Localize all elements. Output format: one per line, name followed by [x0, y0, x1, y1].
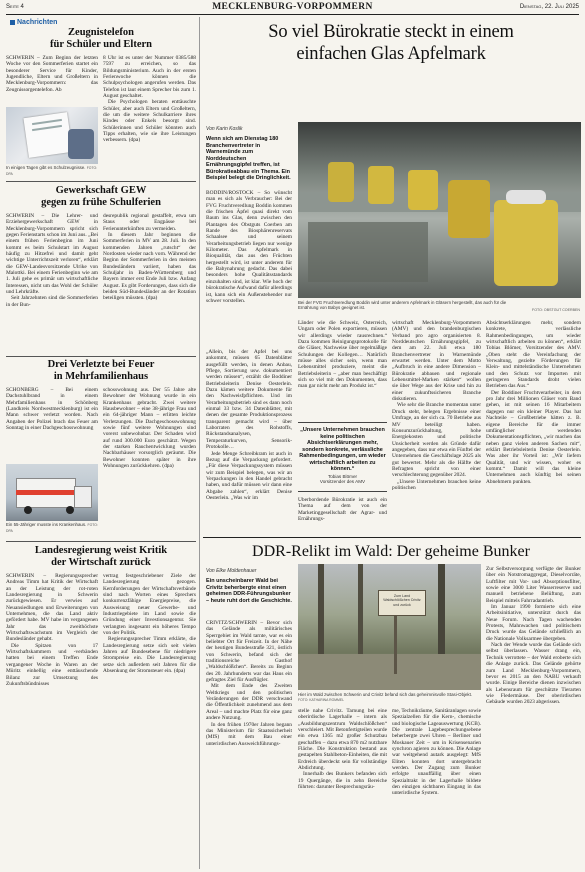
bunker-col1: CRIVITZ/SCHWERIN – Bevor sich das Gelände als militärisches Sperrgebiet im Wald tarnte, war es ein beliebter Ort für Freizeit. In der Nähe der heutigen Bundesstraße 321, östlich von Schwerin, befand sich der traditionsreiche Gasthof „Waldschlößchen“. Bereits zu Beginn des 20. Jahrhunderts war das Haus ein gefragtes Ziel für Ausflügler. Mit dem Ende des Zweiten Weltkriegs und den politischen Veränderungen der DDR verschwand die Öffentlichkeit zunehmend aus dem Areal – und machte Platz für eine ganz andere Nutzung. In den frühen 1970er Jahren begann das Ministerium für Staatssicherheit (MfS) mit dem Bau einer unterirdischen Ausweichführungs- [206, 620, 292, 747]
divider [6, 356, 196, 357]
main-col4: wirtschaft Mecklenburg-Vorpommern (AMV) und den brandenburgischen Verband pro agro organisierten 8. Norddeutschen Ernährungsgipfel, zu dem am 22. Juli etwa 180 Branchenvertreter in Warnemünde erwartet werden. Unter dem Motto „Aufbruch in eine andere Dimension – Bürokratie abbauen und regionale Lebensmittel-Marken stärken“ wollen sie über Wege aus der Krise und hin zu einer zukunftssicheren Branche diskutieren. Wie sehr die Branche momentan unter Druck steht, belegen Ergebnisse einer Umfrage, an der sich ca. 70 Betriebe aus MV beteiligt haben. Konsumzurückhaltung, hohe Energiekosten und politische Unsicherheit werden als Gründe dafür angegeben, dass nur etwa ein Fünftel der Unternehmen die Geschäftslage 2025 als gut bewertet. Mehr als die Hälfte der Befragten spricht von einer verschlechterung gegenüber 2024. „Unsere Unternehmen brauchen keine politischen [392, 320, 481, 491]
main-col3b: Überbordende Bürokratie ist auch ein Thema auf dem von der Marketinggesellschaft der Agrar- und Ernährungs- [298, 497, 387, 523]
main-headline: So viel Bürokratie steckt in einem einfachen Glas Apfelmark [268, 22, 514, 64]
main-author: Von Karin Koslik [206, 126, 243, 132]
pull-quote: „Unsere Unternehmen brauchen keine politischen Absichtserklärungen mehr, sondern konkrete, verlässliche Rahmenbedingungen, um wieder wirtschaftlich arbeiten zu können.“ Tobias Blömer Vorsitzender des AMV [298, 422, 387, 492]
issue-date: Dienstag, 22. Juli 2025 [519, 4, 579, 10]
photo-caption-bunker: Hier im Wald zwischen Schwerin und Crivitz befand sich das geheimnisvolle Stasi-Objekt. FOTO: KATHARINA ROMMEL [298, 692, 473, 703]
photo-caption-main: Bei der FVG Fruchtveredlung Boddin wird unter anderem Apfelmark in Gläsern hergestellt, das auch für die Ernährung von Babys geeignet ist. [298, 300, 507, 311]
article-regierung-col1: SCHWERIN – Regierungssprecher Andreas Timm hat Kritik der Wirtschaft an der Leistung der rot-roten Landesregierung in Schwerin zurückgewiesen. Er verwies auf Neuansiedlungen und Erweiterungen von Unternehmen, die das Land aktiv gefördert habe. MV habe im vergangenen Jahr das zweithöchste Wirtschaftswachstum im Vergleich der Bundesländer gehabt. Die Spitzen von 17 Wirtschaftskammern und -verbänden hatten bei einem Treffen Ende vergangener Woche in Waren an der Müritz einhellig eine enttäuschende Bilanz zur Umsetzung des Zukunftsbündnisses [6, 573, 98, 687]
headline-gew: Gewerkschaft GEW gegen zu frühe Schulferien [41, 185, 161, 208]
header-rule [6, 14, 579, 15]
bunker-col4: Zur Selbstversorgung verfügte der Bunker über ein Notstromaggregat, Dieselvorräte, Luftfilter mit Vor- und Absorptionsfilter, sowie eine 3000 Liter Wasserreserve und manuell betriebene Belüftung, zum Beispiel mittels Fahrradantrieb. Im Januar 1990 formierte sich eine Arbeitsinitiative, unterstützt durch das Neue Forum. Nach Tagen wachenden Protests, Mahnwachen und politischem Druck wurde das Gelände schließlich an die Nationale Volksarmee übergeben. Nach der Wende wurde das Gelände sich selbst überlassen. Wasser drang ein, Technik verrottete – der Wald eroberte sich die Anlage zurück. Das Gelände gehörte zum Land Mecklenburg-Vorpommern, bevor es 2015 an den NABU verkauft wurde. Einige Bereiche dienen inzwischen als Lebensraum für geschützte Tierarten wie Fledermäuse. Der oberirdischen Gebäude wurden 2023 abgerissen. [486, 566, 581, 706]
sidebar-column [6, 17, 196, 869]
square-icon [10, 20, 15, 25]
article-feuer-col2: schosswohnung aus. Der 55 Jahre alte Bewohner der Wohnung wurde in ein Krankenhaus gebracht. Zwei weitere Hausbewohner – eine 38-jährige Frau und ein 64-jähriger Mann – erlitten leichte Verletzungen. Die Dachgeschosswohnung sowie fünf weitere Wohnungen sind vorerst unbewohnbar. Der Schaden wird auf rund 300.000 Euro geschätzt. Wegen der starken Rauchentwicklung wurden Nachbarhäuser vorsorglich geräumt. Die Bewohner konnten später in ihre Wohnungen zurückkehren. (dpa) [103, 387, 196, 470]
bunker-headline: DDR-Relikt im Wald: Der geheime Bunker [252, 543, 530, 560]
photo-school-report [6, 107, 98, 164]
bunker-author: Von Elke Moldenhauer [206, 568, 257, 574]
photo-caption-zeugnis: In einigen Tagen gibt es Schulzeugnisse. FOTO: DPA [6, 165, 98, 177]
photo-forest-sign [298, 564, 481, 690]
bunker-lead: Ein unscheinbarer Wald bei Crivitz beherbergte einst einen geheimen DDR-Führungsbunker – heute ruht dort die Geschichte. [206, 578, 292, 604]
main-col5: Absichtserklärungen mehr, sondern konkrete, verlässliche Rahmenbedingungen, um wieder wirtschaftlich arbeiten zu können“, erklärt Tobias Blömer, Vorsitzender des AMV. „Oben steht die Vereinfachung der Verwaltung, gezielte Förderungen für Klein- und mittelständische Unternehmen und den Schutz vor Importen mit geringeren Standards droht vielen Betrieben das Aus.“ Der Boddiner Fruchtverarbeiter, in dem pro Jahr drei Millionen Gläser vom Band gehen, ist mit seinen 16 Mitarbeitern dagegen nur ein kleiner Player. Das hat Nachteile – Großbetriebe hätten z. B. eigene Bereiche für die immer umfänglicher werdenden Dokumentationspflichten, „wir machen das neben ganz vielen anderen Sachen mit“, erklärt Betriebsleiterin Denise Oesterlein. Was aber ihr Vorteil ist: „Wir liefern Qualität, und wir wissen, woher es kommt.“ Damit will das kleine Unternehmen auch künftig bei seinen Abnehmern punkten. [486, 320, 581, 485]
article-gew-col2: desrepublik regional gestaffelt, etwa um Staus oder Engpässe bei Ferienunterkünften zu vermeiden. In diesem Jahr beginnen die Sommerferien in MV am 28. Juli. In den kommenden Jahren „rutscht“ der Nordosten wieder nach vorn. Während der Beginn der Sommerferien in den meisten Bundesländern variiert, haben das Schuljahr in Baden-Württemberg und Bayern immer erst Ende Juli bzw. Anfang August. Es gibt Forderungen, dass sich die beiden Süd-Bundesländer an der Rotation beteiligen müssten. (dpa) [103, 213, 196, 302]
main-col2: „Allein, bis der Apfel bei uns ankommt, müssen 65 Datenblätter ausgefüllt werden, in denen Anbau, Pflege, Sortierung usw. dokumentiert werden müssen“, erzählt die Boddiner Betriebsleiterin Denise Oesterlein. Dazu kämen weitere Dokumente für den Nachweisfpflichten. Und im Verarbeitungsbetrieb sind es dann noch einmal 33 bzw. 34 Datenblätter, mit denen der gesamte Produktionsprozess transparent gemacht wird – über Laborraten des Rohstoffs, Rückstandsanalysen, Temperaturkurven, Sensorik-Protokolle… Jede Menge Schreibkram ist auch in Bezug auf die Verpackung gefordert. „Für diese Verpackungssystem müssen wir zum Beispiel belegen, was wir an Verpackungen in den Handel gebracht haben, und dafür müssen wir dann eine Abgabe zahlen“, erklärt Denise Oesterlein. „Was wir im [206, 349, 292, 501]
section-title: MECKLENBURG-VORPOMMERN [212, 2, 373, 12]
main-col3: Länder wie die Schweiz, Österreich, Ungarn oder Polen exportieren, müssen wir allerdings wieder rausrechnen.“ Dazu kommen Reinigungsprotokolle für die Gläser, Nachweise über regelmäßige Schulungen der Kollegen… Natürlich müsse alles sicher sein, wenn man Lebensmittel produziere, meint die Betriebsleiterin – „aber man beschäftigt sich so viel mit den Dokumenten, dass man gar nicht mehr am Produkt ist.“ [298, 320, 387, 390]
headline-zeugnistelefon: Zeugnistelefon für Schüler und Eltern [49, 27, 152, 50]
bunker-col3: me, Technikräume, Sanitäranlagen sowie Spezialzellen für die Kern-, chemische und biologische Lageauswertung (KCB). Die zentrale Lagebesprechungsebene beherbergte zwei Uhren – Berliner und Moskauer Zeit – um in Krisensenarien synchron agieren zu können. Die Anlage war weitgehend autark ausgelegt: MfS Eliten konnten dort untergebracht werden. Der Zugang zum Bunker erfolgte unauffällig über einen Spezialtrakt in der Lagerhalle bildete den einzigen sichtbaren Eingang in das unterirdische System. [392, 708, 481, 797]
article-gew-col1: SCHWERIN – Die Lehrer- und Erziehergewerkschaft GEW in Mecklenburg-Vorpommern spricht sich gegen Ferienstarts schon im Juni aus. „Bei einem frühen Ferienbeginn im Juni kommt es beim Schulstart im August häufig zu Hitzefrei und damit geht wichtige Unterrichtszeit verloren“, erklärt die GEW-Landesvorsitzende Ulrike von Malottki. Bei einem Ferienbeginn wie am 1. Juli gehe es primär um wirtschaftliche Interessen, nicht um das Wohl der Schüler und Lehrkräfte. Seit Jahrzehnten sind die Sommerferien in der Bun- [6, 213, 98, 308]
photo-ambulance [6, 464, 98, 521]
article-regierung-col2: vertrag festgeschriebener Ziele der Landesregierung gezogen. Kernforderungen der Wirtschaftsverbände sind nach Worten eines Sprechers konkurrenzfähige Energiepreise, die Ausweisung neuer Gewerbe- und Industriegebiete im Land sowie die Gründung einer Investionsagentur. Sie verlangten insgesamt ein höheres Tempo von der Politik. Regierungssprecher Timm erklärte, die Landesregierung setze sich seit vielen Jahren auf Bundesebene für niedrigere Strompreise ein. Die Landesregierung setze sich außerdem seit Jahren für die Absenkung der Stromsteuer ein. (dpa) [103, 573, 196, 675]
quote-author: Tobias Blömer [327, 473, 358, 479]
news-section-label: Nachrichten [10, 19, 57, 26]
headline-feuer: Drei Verletzte bei Feuer in Mehrfamilienhaus [47, 359, 155, 382]
main-lead: Wenn sich am Dienstag 180 Branchenvertreter in Warnemünde zum Norddeutschen Ernährungsgipfel treffen, ist Bürokratieabbau ein Thema. Ein Beispiel belegt die Dringlichkeit. [206, 136, 291, 181]
photo-credit-main: FOTO: OBSTGUT COERBEN [532, 308, 580, 312]
photo-applesauce-jars [298, 122, 581, 298]
divider [6, 181, 196, 182]
page-number: Seite 4 [6, 4, 24, 10]
main-col1: BODDIN/ROSTOCK – So wünscht man es sich als Verbraucher: Bei der FVG Fruchtveredlung Boddin kommen die frischen Äpfel quasi direkt vom Baum ins Glas, denn zwischen den Plantagen des Obstguts Coerben am Rande des Biosphärenreservats Schaalsee und seinem Verarbeitungsbetrieb liegen nur wenige Kilometer. Das Apfelmark in Bioqualität, das aus den Früchten hergestellt wird, ist unter anderem für die Babynahrung gedacht. Das dabei besonders hohe Qualitätsstandards einzuhalten sind, ist klar. Wie hoch der bürokratische Aufwand dafür allerdings ist, kann sich ein Außenstehender nur schwer vorstellen. [206, 190, 292, 304]
divider [203, 537, 581, 538]
article-zeugnis-col1: SCHWERIN – Zum Beginn der letzten Woche vor den Sommerferien startet ein besonderer Service für Kinder, Jugendliche, Eltern und Großeltern in Mecklenburg-Vorpommern: das Zeugnissorgentelefon. Ab [6, 55, 98, 93]
photo-caption-feuer: Ein 55-Jähriger musste ins Krankenhaus. FOTO: DPA [6, 522, 98, 534]
article-zeugnis-col2: 8 Uhr ist es unter der Nummer 0385/588 7597 zu erreichen, so das Bildungsministerium. Auch in der ersten Ferienwoche können die Schulpsychologen angerufen werden. Das Telefon ist laut einem Sprecher bis zum 1. August geschaltet. Die Psychologen beraten enttäuschte Schüler, aber auch Eltern und Großeltern, die um die weitere Schulkarriere ihres Kindes oder Enkels besorgt sind. Schülerinnen und Schüler könnten auch Tipps erhalten, wie sie ihre Leistungen verbessern. (dpa) [103, 55, 196, 144]
column-divider [199, 17, 200, 869]
article-feuer-col1: SCHÖNBERG – Bei einem Dachstuhlbrand in einem Mehrfamilienhaus in Schönberg (Landkreis Nordwestmecklenburg) ist ein Mann schwer verletzt worden. Nach Angaben der Polizei brach das Feuer am Sonntag in einer Dachgeschosswohnung [6, 387, 98, 432]
divider [6, 541, 196, 542]
headline-landesregierung: Landesregierung weist Kritik der Wirtschaft zurück [34, 545, 168, 568]
forest-sign: Zum Land Waldschlößchen Crivitz und zurück [378, 590, 426, 616]
quote-role: Vorsitzender des AMV [319, 479, 366, 485]
bunker-col2: stelle nahe Crivitz. Tarnung bei eine oberirdische Lagerhalle – intern als „Ausbildungszentrum Waldschlößchen“ verschleiert. Mit Betonfertigteilen wurde ein etwa 1365 m2 großer Schutzbau geschaffen – dazu etwa 870 m2 nutzbare Fläche. Die Konstruktion bestand aus gestapelten Stahlbeton-Einheiten, die mit Erdreich überdeckt sein für vollständige Abdichtung. Innerhalb des Bunkers befanden sich 19 Quergänge, die in zehn Bereiche führten: darunter Besprechungsräu- [298, 708, 387, 791]
